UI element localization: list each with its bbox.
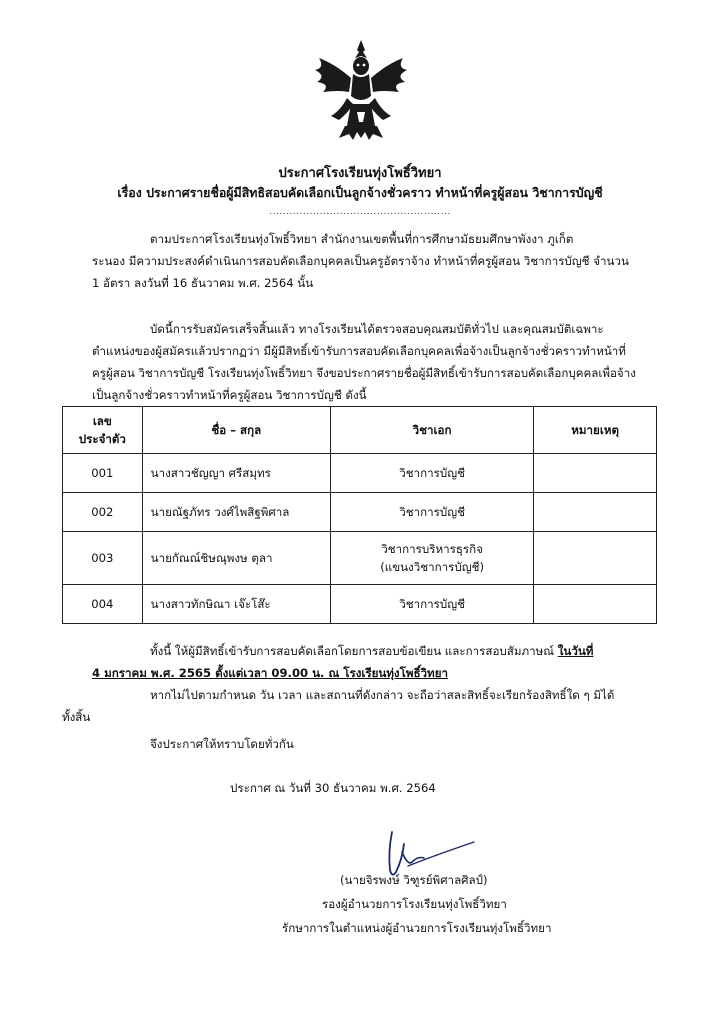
cell-major: [330, 532, 533, 585]
cell-id: 004: [63, 585, 143, 624]
cell-note: [534, 585, 657, 624]
body-line: เป็นลูกจ้างชั่วคราวทำหน้าที่ครูผู้สอน วิชาการบัญชี ดังนี้: [92, 388, 367, 402]
schedule-datetime-emphasis: 4 มกราคม พ.ศ. 2565 ตั้งแต่เวลา 09.00 น. ณ โรงเรียนทุ่งโพธิ์วิทยา: [92, 666, 448, 680]
signatory-position: รองผู้อำนวยการโรงเรียนทุ่งโพธิ์วิทยา: [322, 897, 507, 911]
cell-name: นางสาวทักษิณา เจ๊ะโส๊ะ: [142, 585, 330, 624]
body-paragraph: [92, 318, 640, 406]
warning-paragraph: [62, 684, 640, 728]
signatory-acting-position: รักษาการในตำแหน่งผู้อำนวยการโรงเรียนทุ่งโพธิ์วิทยา: [282, 921, 552, 935]
warning-line: หากไม่ไปตามกำหนด วัน เวลา และสถานที่ดังกล่าว จะถือว่าสละสิทธิ์จะเรียกร้องสิทธิ์ใด ๆ มิได้: [150, 688, 615, 702]
document-subject: เรื่อง ประกาศรายชื่อผู้มีสิทธิสอบคัดเลือกเป็นลูกจ้างชั่วคราว ทำหน้าที่ครูผู้สอน วิชาการบัญชี: [117, 185, 603, 200]
cell-major: วิชาการบัญชี: [330, 454, 533, 493]
header-note: หมายเหตุ: [534, 407, 657, 454]
cell-name: นายกัณณ์ชิษณุพงษ ตุลา: [142, 532, 330, 585]
body-line: ตำแหน่งของผู้สมัครแล้วปรากฏว่า มีผู้มีสิทธิ์เข้ารับการสอบคัดเลือกบุคคลเพื่อจ้างเป็นลูกจ้างชั่วคราวทำหน้าที่: [92, 344, 626, 358]
table-row: [63, 493, 657, 532]
cell-major-line: วิชาการบริหารธุรกิจ: [381, 542, 483, 556]
schedule-paragraph: [92, 640, 640, 684]
cell-note: [534, 493, 657, 532]
schedule-date-emphasis: ในวันที่: [557, 644, 594, 658]
cell-id: 003: [63, 532, 143, 585]
schedule-text: ทั้งนี้ ให้ผู้มีสิทธิ์เข้ารับการสอบคัดเลือกโดยการสอบข้อเขียน และการสอบสัมภาษณ์: [150, 644, 558, 658]
cell-major: วิชาการบัญชี: [330, 493, 533, 532]
intro-line: 1 อัตรา ลงวันที่ 16 ธันวาคม พ.ศ. 2564 นั้น: [92, 276, 314, 290]
table-header-row: [63, 407, 657, 454]
cell-id: 002: [63, 493, 143, 532]
header-id: [63, 407, 143, 454]
signatory-name: (นายจิรพงษ์ วิฑูรย์พิศาลศิลป์): [340, 873, 488, 887]
body-line: บัดนี้การรับสมัครเสร็จสิ้นแล้ว ทางโรงเรียนได้ตรวจสอบคุณสมบัติทั่วไป และคุณสมบัติเฉพาะ: [150, 322, 604, 336]
cell-name: นายณัฐภัทร วงศ์ไพสิฐพิศาล: [142, 493, 330, 532]
cell-major: วิชาการบัญชี: [330, 585, 533, 624]
body-line: ครูผู้สอน วิชาการบัญชี โรงเรียนทุ่งโพธิ์วิทยา จึงขอประกาศรายชื่อผู้มีสิทธิ์เข้ารับการสอบคัดเลือกบุคคลเพื่อจ้าง: [92, 366, 636, 380]
intro-line: ตามประกาศโรงเรียนทุ่งโพธิ์วิทยา สำนักงานเขตพื้นที่การศึกษามัธยมศึกษาพังงา ภูเก็ต: [150, 232, 574, 246]
closing-text: จึงประกาศให้ทราบโดยทั่วกัน: [150, 737, 294, 751]
cell-name: นางสาวชัญญา ศรีสมุทร: [142, 454, 330, 493]
schedule-line: [92, 640, 640, 662]
document-title: ประกาศโรงเรียนทุ่งโพธิ์วิทยา: [278, 166, 442, 181]
cell-id: 001: [63, 454, 143, 493]
header-id-line: เลข: [92, 414, 112, 428]
table-row: [63, 454, 657, 493]
header-id-line: ประจำตัว: [78, 432, 126, 446]
header-major: วิชาเอก: [330, 407, 533, 454]
intro-line: ระนอง มีความประสงค์ดำเนินการสอบคัดเลือกบุคคลเป็นครูอัตราจ้าง ทำหน้าที่ครูผู้สอน วิชาการบัญชี จำนวน: [92, 254, 629, 268]
table-row: [63, 585, 657, 624]
intro-paragraph: [92, 228, 640, 294]
cell-major-line: (แขนงวิชาการบัญชี): [380, 560, 484, 574]
title-divider: ......................................................: [269, 207, 451, 217]
warning-line: ทั้งสิ้น: [62, 710, 91, 724]
table-row: [63, 532, 657, 585]
header-name: ชื่อ – สกุล: [142, 407, 330, 454]
cell-note: [534, 532, 657, 585]
announcement-date: ประกาศ ณ วันที่ 30 ธันวาคม พ.ศ. 2564: [230, 781, 436, 795]
cell-note: [534, 454, 657, 493]
candidate-table: [62, 406, 657, 624]
garuda-emblem-icon: [305, 34, 417, 146]
